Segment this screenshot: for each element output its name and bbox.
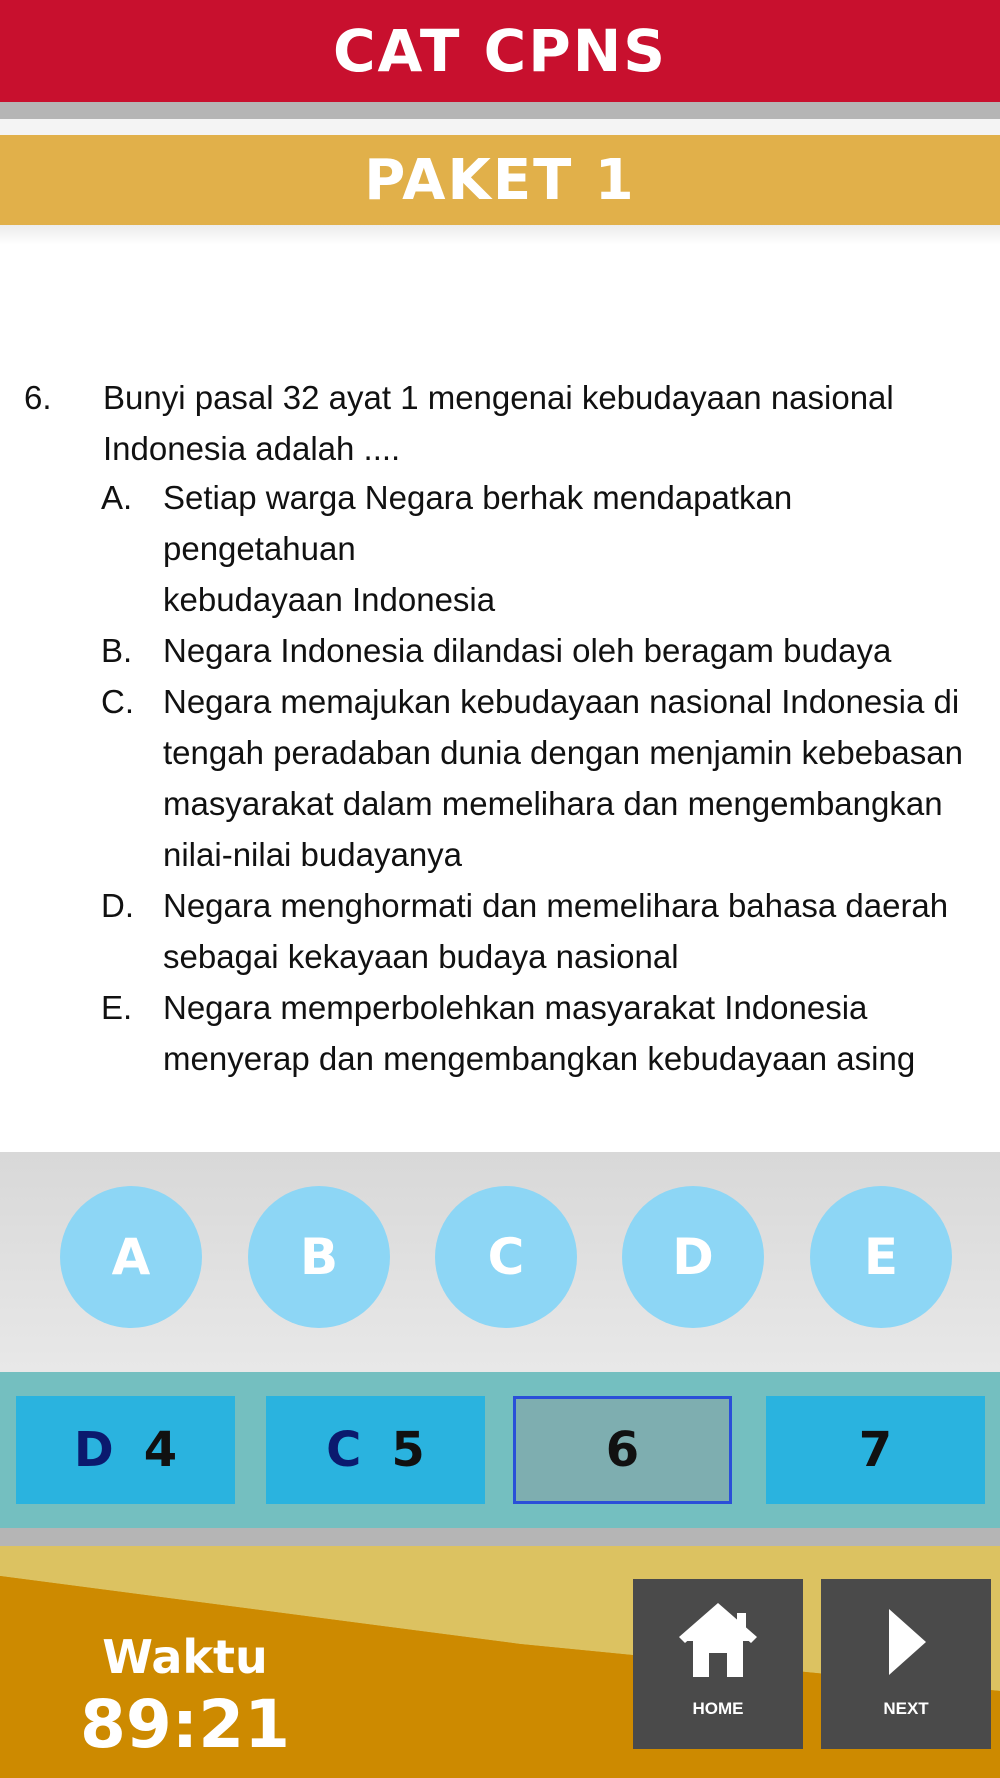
divider xyxy=(0,119,1000,135)
package-title: PAKET 1 xyxy=(0,135,1000,225)
option-b xyxy=(101,625,991,676)
option-text: menyerap dan mengembangkan kebudayaan asing xyxy=(163,1040,916,1077)
app-title: CAT CPNS xyxy=(0,0,1000,102)
option-text: kebudayaan Indonesia xyxy=(163,581,496,618)
option-letter: A. xyxy=(101,479,133,516)
answer-button-b[interactable]: B xyxy=(248,1186,390,1328)
option-text: Negara memperbolehkan masyarakat Indonesia xyxy=(163,989,868,1026)
option-a xyxy=(101,472,991,625)
answer-button-e[interactable]: E xyxy=(810,1186,952,1328)
next-button[interactable] xyxy=(821,1579,991,1749)
nav-number: 4 xyxy=(143,1422,178,1478)
option-text: Setiap warga Negara berhak mendapatkan pengetahuan xyxy=(163,479,793,567)
home-label: HOME xyxy=(692,1699,744,1718)
next-label: NEXT xyxy=(883,1699,929,1718)
timer-label: Waktu xyxy=(102,1630,268,1684)
timer-value: 89:21 xyxy=(79,1686,291,1763)
option-letter: E. xyxy=(101,989,133,1026)
option-d xyxy=(101,880,991,982)
question-text-line: Indonesia adalah .... xyxy=(103,430,401,467)
option-text: tengah peradaban dunia dengan menjamin kebebasan xyxy=(163,734,963,771)
option-e xyxy=(101,982,991,1084)
option-letter: B. xyxy=(101,632,133,669)
answer-button-d[interactable]: D xyxy=(622,1186,764,1328)
nav-answer: D xyxy=(73,1422,114,1478)
home-icon xyxy=(633,1579,803,1699)
options-list xyxy=(101,472,991,1084)
option-c xyxy=(101,676,991,880)
nav-answer: C xyxy=(326,1422,362,1478)
divider xyxy=(0,102,1000,119)
play-arrow-icon xyxy=(821,1579,991,1699)
answer-button-a[interactable]: A xyxy=(60,1186,202,1328)
option-text: masyarakat dalam memelihara dan mengembangkan xyxy=(163,785,943,822)
nav-question-5[interactable] xyxy=(266,1396,485,1504)
divider xyxy=(0,225,1000,245)
option-letter: C. xyxy=(101,683,134,720)
question-text xyxy=(103,372,983,474)
option-text: Negara Indonesia dilandasi oleh beragam budaya xyxy=(163,632,892,669)
question-number: 6. xyxy=(24,379,52,416)
divider xyxy=(0,1528,1000,1546)
nav-number: 5 xyxy=(391,1422,425,1478)
nav-question-7[interactable] xyxy=(766,1396,985,1504)
nav-question-6-current[interactable] xyxy=(513,1396,732,1504)
home-button[interactable] xyxy=(633,1579,803,1749)
nav-number: 6 xyxy=(605,1422,640,1478)
option-text: Negara memajukan kebudayaan nasional Indonesia di xyxy=(163,683,960,720)
option-text: nilai-nilai budayanya xyxy=(163,836,463,873)
answer-button-c[interactable]: C xyxy=(435,1186,577,1328)
option-letter: D. xyxy=(101,887,134,924)
nav-question-4[interactable] xyxy=(16,1396,235,1504)
nav-number: 7 xyxy=(858,1422,893,1478)
question-text-line: Bunyi pasal 32 ayat 1 mengenai kebudayaan nasional xyxy=(103,379,894,416)
option-text: sebagai kekayaan budaya nasional xyxy=(163,938,679,975)
option-text: Negara menghormati dan memelihara bahasa daerah xyxy=(163,887,949,924)
